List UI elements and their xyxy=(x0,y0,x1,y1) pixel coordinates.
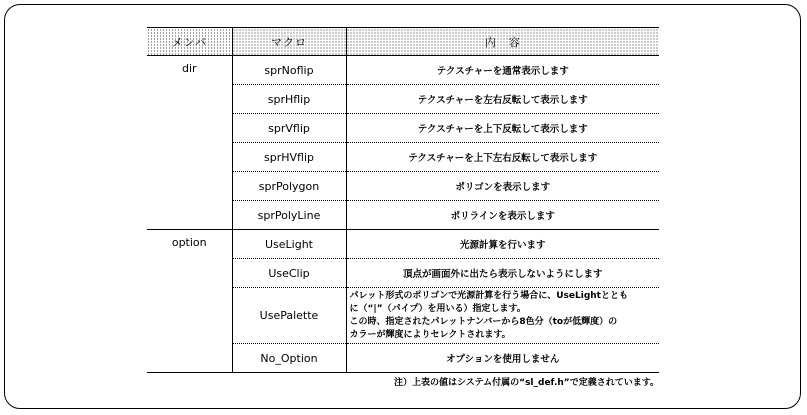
macro-cell: sprVflip xyxy=(232,114,346,143)
macro-cell: UseClip xyxy=(232,259,346,288)
member-cell: option xyxy=(147,230,232,373)
macro-cell: UsePalette xyxy=(232,288,346,344)
macro-cell: UseLight xyxy=(232,230,346,259)
description-cell: テクスチャーを上下左右反転して表示します xyxy=(346,143,659,172)
member-cell: dir xyxy=(147,56,232,230)
description-cell: ポリラインを表示します xyxy=(346,201,659,230)
description-line: この時、指定されたパレットナンバーから8色分（toが低輝度）の xyxy=(349,316,618,327)
macro-cell: sprNoflip xyxy=(232,56,346,85)
macro-cell: sprHflip xyxy=(232,85,346,114)
macro-cell: sprPolyLine xyxy=(232,201,346,230)
header-content: 内 容 xyxy=(346,28,659,56)
description-cell: テクスチャーを通常表示します xyxy=(346,56,659,85)
description-line: パレット形式のポリゴンで光源計算を行う場合に、UseLightととも xyxy=(349,290,628,301)
description-cell: オプションを使用しません xyxy=(346,344,659,373)
macro-cell: sprPolygon xyxy=(232,172,346,201)
macro-table xyxy=(147,27,659,373)
header-member: メンバ xyxy=(147,28,232,56)
description-cell xyxy=(346,288,659,344)
table-row xyxy=(147,230,659,259)
footnote: 注）上表の値はシステム付属の“sl_def.h”で定義されています。 xyxy=(394,378,659,388)
description-cell: テクスチャーを上下反転して表示します xyxy=(346,114,659,143)
description-cell: テクスチャーを左右反転して表示します xyxy=(346,85,659,114)
description-cell: 頂点が画面外に出たら表示しないようにします xyxy=(346,259,659,288)
macro-cell: No_Option xyxy=(232,344,346,373)
macro-cell: sprHVflip xyxy=(232,143,346,172)
description-cell: 光源計算を行います xyxy=(346,230,659,259)
description-line: カラーが輝度によりセレクトされます。 xyxy=(349,329,511,340)
header-row xyxy=(147,28,659,56)
description-cell: ポリゴンを表示します xyxy=(346,172,659,201)
table-row xyxy=(147,56,659,85)
description-line: に（“|”（パイプ）を用いる）指定します。 xyxy=(349,303,526,314)
header-macro: マクロ xyxy=(232,28,346,56)
